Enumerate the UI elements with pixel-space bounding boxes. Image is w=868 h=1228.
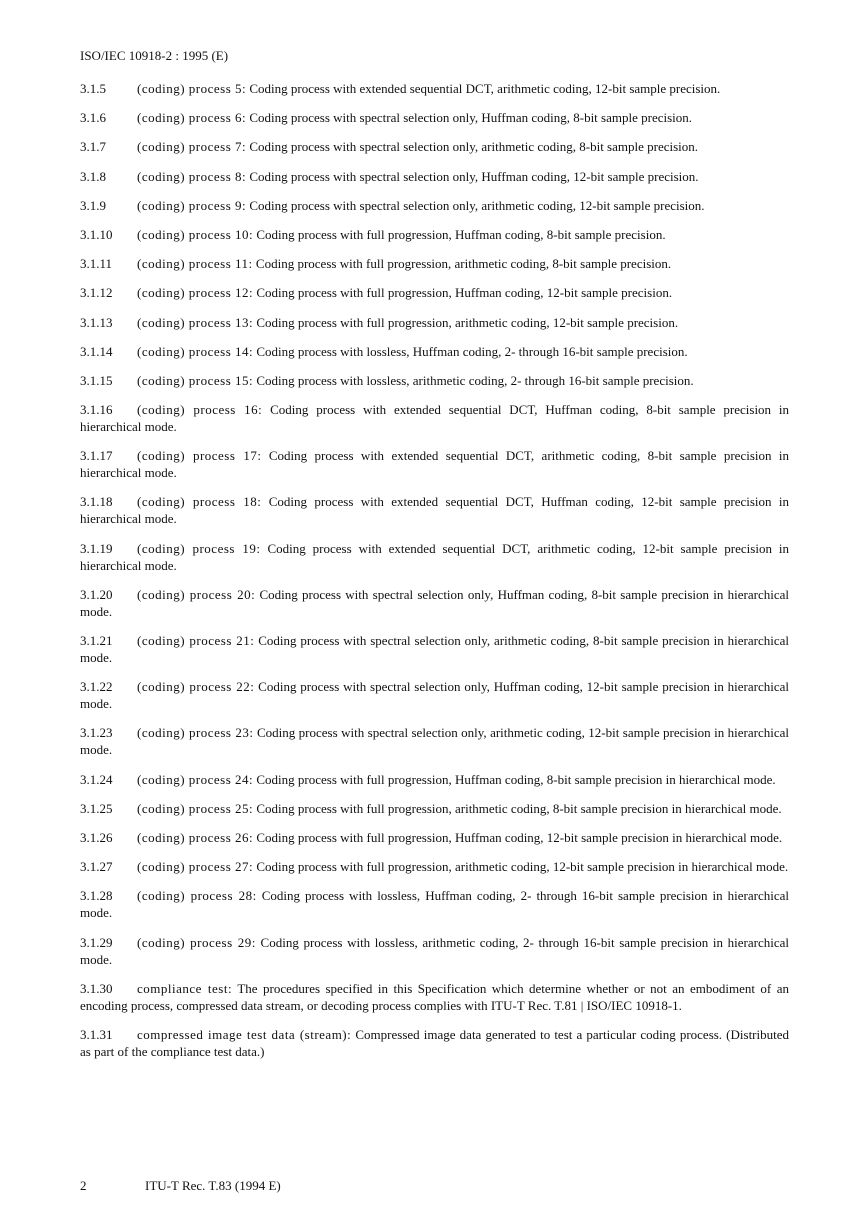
defined-term: (coding) process 16: xyxy=(137,402,263,418)
definition-text: Coding process with spectral selection only, Huffman coding, 8-bit sample precision. xyxy=(249,110,693,126)
clause-number: 3.1.20 xyxy=(80,586,113,602)
definition-entry xyxy=(80,314,789,331)
definition-entry xyxy=(80,109,789,126)
clause-number: 3.1.16 xyxy=(80,402,113,418)
definition-text: Coding process with spectral selection only, Huffman coding, 12-bit sample precision in hierarchical mode. xyxy=(80,679,790,712)
definition-entry xyxy=(80,887,789,921)
definition-entry xyxy=(80,829,789,846)
defined-term: (coding) process 25: xyxy=(137,800,254,816)
definition-text: Compressed image data generated to test a particular coding process. (Distributed as part of the compliance test data.) xyxy=(80,1026,790,1059)
definition-text: Coding process with spectral selection only, arithmetic coding, 8-bit sample precision. xyxy=(249,139,699,155)
definition-entry xyxy=(80,197,789,214)
defined-term: (coding) process 6: xyxy=(137,110,247,126)
definition-entry xyxy=(80,678,789,712)
clause-number: 3.1.17 xyxy=(80,448,113,464)
definition-entry xyxy=(80,800,789,817)
definition-entry xyxy=(80,372,789,389)
clause-number: 3.1.8 xyxy=(80,168,106,184)
defined-term: (coding) process 29: xyxy=(137,934,256,950)
clause-number: 3.1.18 xyxy=(80,494,113,510)
clause-number: 3.1.21 xyxy=(80,633,113,648)
defined-term: (coding) process 11: xyxy=(137,256,253,272)
clause-number: 3.1.22 xyxy=(80,679,113,695)
definition-text: Coding process with full progression, Huffman coding, 12-bit sample precision in hierarchical mode. xyxy=(256,829,783,845)
definition-entry xyxy=(80,168,789,185)
definition-entry xyxy=(80,980,789,1014)
clause-number: 3.1.24 xyxy=(80,771,113,787)
definition-entry xyxy=(80,447,789,481)
definition-entry xyxy=(80,1026,789,1060)
definition-text: Coding process with spectral selection only, arithmetic coding, 8-bit sample precision in hierarchical mode. xyxy=(80,633,790,665)
definition-text: Coding process with extended sequential DCT, Huffman coding, 12-bit sample precision in hierarchical mode. xyxy=(80,494,790,527)
clause-number: 3.1.28 xyxy=(80,888,113,904)
clause-number: 3.1.30 xyxy=(80,980,113,996)
definition-entry xyxy=(80,401,789,435)
definition-text: The procedures specified in this Specification which determine whether or not an embodiment of an encoding process, compressed data stream, or decoding process complies with ITU-T Rec. T.81 | ISO/IEC 10918-1. xyxy=(80,980,789,1013)
definition-entry xyxy=(80,80,789,97)
definition-entry xyxy=(80,255,789,272)
defined-term: (coding) process 24: xyxy=(137,771,254,787)
defined-term: (coding) process 8: xyxy=(137,168,247,184)
clause-number: 3.1.14 xyxy=(80,343,113,359)
defined-term: (coding) process 9: xyxy=(137,197,247,213)
defined-term: compliance test: xyxy=(137,980,233,996)
definition-entry xyxy=(80,858,789,875)
defined-term: (coding) process 19: xyxy=(137,540,261,556)
definition-text: Coding process with lossless, Huffman coding, 2- through 16-bit sample precision. xyxy=(256,343,688,359)
definition-text: Coding process with full progression, Huffman coding, 8-bit sample precision in hierarchical mode. xyxy=(256,771,776,787)
defined-term: (coding) process 13: xyxy=(137,314,254,330)
clause-number: 3.1.31 xyxy=(80,1026,113,1042)
definition-text: Coding process with extended sequential DCT, arithmetic coding, 12-bit sample precision. xyxy=(249,81,721,96)
clause-number: 3.1.12 xyxy=(80,285,113,301)
definition-entry xyxy=(80,934,789,968)
defined-term: (coding) process 17: xyxy=(137,448,262,464)
defined-term: (coding) process 23: xyxy=(137,725,254,741)
defined-term: (coding) process 27: xyxy=(137,859,254,875)
definitions-list xyxy=(80,80,789,1072)
defined-term: (coding) process 7: xyxy=(137,139,247,155)
clause-number: 3.1.7 xyxy=(80,139,106,155)
clause-number: 3.1.6 xyxy=(80,110,106,126)
clause-number: 3.1.26 xyxy=(80,829,113,845)
definition-text: Coding process with spectral selection only, Huffman coding, 12-bit sample precision. xyxy=(249,168,699,184)
defined-term: (coding) process 26: xyxy=(137,829,254,845)
recommendation-id: ITU-T Rec. T.83 (1994 E) xyxy=(145,1178,281,1193)
defined-term: (coding) process 21: xyxy=(137,633,255,648)
definition-text: Coding process with full progression, Huffman coding, 8-bit sample precision. xyxy=(256,226,666,242)
defined-term: compressed image test data (stream): xyxy=(137,1026,352,1042)
clause-number: 3.1.5 xyxy=(80,81,106,96)
definition-entry xyxy=(80,632,789,666)
definition-text: Coding process with extended sequential DCT, arithmetic coding, 12-bit sample precision in hierarchical mode. xyxy=(80,540,790,573)
definition-text: Coding process with spectral selection only, arithmetic coding, 12-bit sample precision. xyxy=(249,197,705,213)
definition-entry xyxy=(80,771,789,788)
definition-text: Coding process with extended sequential DCT, arithmetic coding, 8-bit sample precision in hierarchical mode. xyxy=(80,448,790,481)
page-number: 2 xyxy=(80,1178,87,1193)
defined-term: (coding) process 12: xyxy=(137,285,254,301)
clause-number: 3.1.11 xyxy=(80,256,113,272)
clause-number: 3.1.9 xyxy=(80,197,106,213)
definition-entry xyxy=(80,724,789,758)
definition-entry xyxy=(80,540,789,574)
definition-entry xyxy=(80,226,789,243)
definition-entry xyxy=(80,493,789,527)
definition-text: Coding process with extended sequential DCT, Huffman coding, 8-bit sample precision in hierarchical mode. xyxy=(80,402,789,435)
defined-term: (coding) process 5: xyxy=(137,81,247,96)
clause-number: 3.1.23 xyxy=(80,725,113,741)
defined-term: (coding) process 10: xyxy=(137,226,254,242)
definition-entry xyxy=(80,586,789,620)
defined-term: (coding) process 28: xyxy=(137,888,257,904)
definition-text: Coding process with full progression, arithmetic coding, 12-bit sample precision in hierarchical mode. xyxy=(256,859,789,875)
clause-number: 3.1.25 xyxy=(80,800,113,816)
definition-entry xyxy=(80,138,789,155)
defined-term: (coding) process 20: xyxy=(137,586,256,602)
page-header xyxy=(80,48,228,64)
definition-text: Coding process with lossless, Huffman coding, 2- through 16-bit sample precision in hierarchical mode. xyxy=(80,888,789,921)
definition-entry xyxy=(80,284,789,301)
definition-text: Coding process with full progression, arithmetic coding, 8-bit sample precision in hierarchical mode. xyxy=(256,800,782,816)
definition-text: Coding process with full progression, arithmetic coding, 12-bit sample precision. xyxy=(256,314,679,330)
defined-term: (coding) process 22: xyxy=(137,679,255,695)
definition-entry xyxy=(80,343,789,360)
clause-number: 3.1.29 xyxy=(80,934,113,950)
clause-number: 3.1.15 xyxy=(80,372,113,388)
definition-text: Coding process with full progression, arithmetic coding, 8-bit sample precision. xyxy=(255,256,672,272)
page-footer xyxy=(80,1178,281,1194)
clause-number: 3.1.10 xyxy=(80,226,113,242)
clause-number: 3.1.19 xyxy=(80,540,113,556)
definition-text: Coding process with spectral selection only, arithmetic coding, 12-bit sample precision in hierarchical mode. xyxy=(80,725,790,758)
definition-text: Coding process with lossless, arithmetic coding, 2- through 16-bit sample precision. xyxy=(256,372,694,388)
definition-text: Coding process with full progression, Huffman coding, 12-bit sample precision. xyxy=(256,285,673,301)
clause-number: 3.1.27 xyxy=(80,859,113,875)
definition-text: Coding process with lossless, arithmetic coding, 2- through 16-bit sample precision in hierarchical mode. xyxy=(80,934,790,967)
defined-term: (coding) process 18: xyxy=(137,494,262,510)
defined-term: (coding) process 14: xyxy=(137,343,254,359)
defined-term: (coding) process 15: xyxy=(137,372,254,388)
document-id: ISO/IEC 10918-2 : 1995 (E) xyxy=(80,48,229,63)
clause-number: 3.1.13 xyxy=(80,314,113,330)
definition-text: Coding process with spectral selection only, Huffman coding, 8-bit sample precision in hierarchical mode. xyxy=(80,586,790,619)
